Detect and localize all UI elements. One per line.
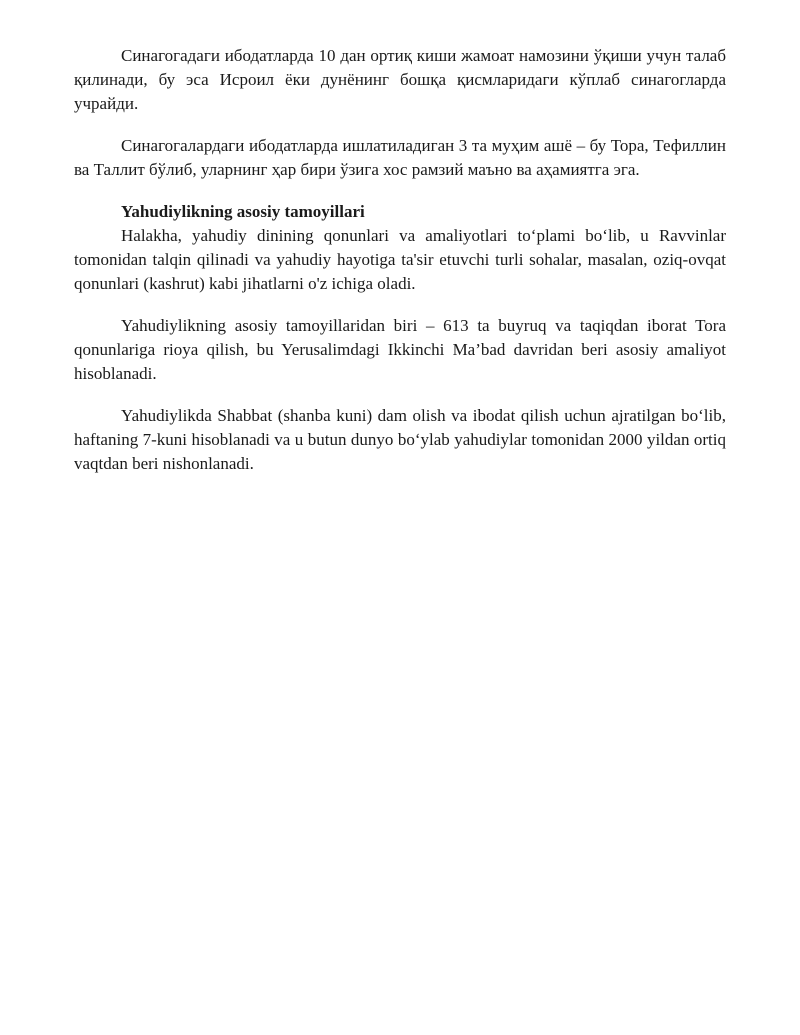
section-heading: Yahudiylikning asosiy tamoyillari — [121, 202, 365, 221]
paragraph-ritual-objects: Синагогалардаги ибодатларда ишлатиладиган 3 та муҳим ашё – бу Тора, Тефиллин ва Таллит бўлиб, уларнинг ҳар бири ўзига хос рамзий маъно ва аҳамиятга эга. — [74, 136, 726, 179]
paragraph-torah-law: Yahudiylikning asosiy tamoyillaridan biri – 613 ta buyruq va taqiqdan iborat Tora qonunlariga rioya qilish, bu Yerusalimdagi Ikkinchi Ma’bad davridan beri asosiy amaliyot hisoblanadi. — [74, 316, 726, 383]
paragraph-shabbat: Yahudiylikda Shabbat (shanba kuni) dam olish va ibodat qilish uchun ajratilgan bo‘lib, haftaning 7-kuni hisoblanadi va u butun dunyo bo‘ylab yahudiylar tomonidan 2000 yildan ortiq vaqtdan beri nishonlanadi. — [74, 406, 726, 473]
paragraph-synagogue-prayer: Синагогадаги ибодатларда 10 дан ортиқ киши жамоат намозини ўқиши учун талаб қилинади, бу эса Исроил ёки дунёнинг бошқа қисмларидаги кўплаб синагогларда учрайди. — [74, 46, 726, 113]
document-page — [74, 44, 726, 494]
paragraph-halakha: Halakha, yahudiy dinining qonunlari va amaliyotlari to‘plami bo‘lib, u Ravvinlar tomonidan talqin qilinadi va yahudiy hayotiga ta'sir etuvchi turli sohalar, masalan, oziq-ovqat qonunlari (kashrut) kabi jihatlarni o'z ichiga oladi. — [74, 226, 726, 293]
